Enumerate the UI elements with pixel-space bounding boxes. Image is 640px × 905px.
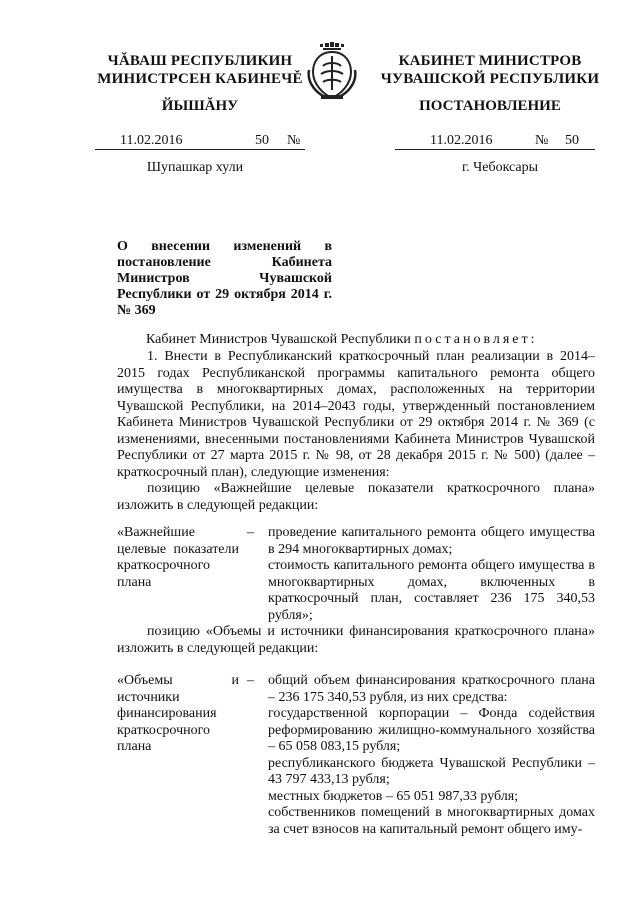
header-left-line2: МИНИСТРСЕН КАБИНЕЧĚ [97,71,303,87]
place-left: Шупашкар хули [146,160,244,175]
right-number: 50 [565,133,579,148]
table2-dash: – [247,673,254,688]
intro-prefix: Кабинет Министров Чувашской Республики [146,332,411,347]
left-date: 11.02.2016 [120,133,183,148]
header-right-org [375,52,605,88]
table1-right [268,525,595,624]
table1-dash: – [247,525,254,540]
left-number-line [95,133,305,150]
table2-left-label: «Объемы и источники финансирования краткосрочного плана [117,673,239,754]
header-right-line2: ЧУВАШСКОЙ РЕСПУБЛИКИ [380,71,600,87]
right-no-sign: № [535,133,549,148]
intro-paragraph [146,332,606,349]
table2-right-line: республиканского бюджета Чувашской Республики – 43 797 433,13 рубля; [268,755,595,787]
right-date: 11.02.2016 [430,133,493,148]
right-number-line [395,133,595,150]
paragraph-3: позицию «Объемы и источники финансирования краткосрочного плана» изложить в следующей редакции: [117,624,595,656]
table2-right-line: местных бюджетов – 65 051 987,33 рубля; [268,788,519,804]
table2-right-line: собственников помещений в многоквартирных домах за счет взносов на капитальный ремонт общего иму- [268,805,595,837]
header-right-doctype: ПОСТАНОВЛЕНИЕ [419,98,561,114]
paragraph-2: позицию «Важнейшие целевые показатели краткосрочного плана» изложить в следующей редакции: [117,481,595,513]
place-right: г. Чебоксары [461,160,539,175]
document-title: О внесении изменений в постановление Кабинета Министров Чувашской Республики от 29 октября 2014 г. № 369 [117,239,332,318]
left-no-sign: № [287,133,301,148]
table2-right [268,673,595,838]
table2-right-line: общий объем финансирования краткосрочного плана – 236 175 340,53 рубля, из них средства: [268,673,595,705]
intro-spaced: постановляет: [414,332,538,347]
table1-left-label: «Важнейшие целевые показатели краткосрочного плана [117,525,239,590]
table1-right-line: стоимость капитального ремонта общего имущества в многоквартирных домах, включенных в краткосрочный план, составляет 236 175 340,53 рубля»; [268,558,595,623]
header-left-doctype: ЙЫШĂНУ [161,98,239,114]
chuvash-coat-of-arms-icon [301,40,363,102]
paragraph-1: 1. Внести в Республиканский краткосрочный план реализации в 2014–2015 годах Республиканской программы капитального ремонта общего имущества в многоквартирных домах, расположенных на территории Чувашской Республики, на 2014–2043 годы, утвержденный постановлением Кабинета Министров Чувашской Республики от 29 октября 2014 г. № 369 (с изменениями, внесенными постановлениями Кабинета Министров Чувашской Республики от 27 марта 2015 г. № 98, от 28 декабря 2015 г. № 500) (далее – краткосрочный план), следующие изменения: [117,349,595,480]
header-right-line1: КАБИНЕТ МИНИСТРОВ [398,53,582,69]
header-left-org [95,52,305,88]
table2-right-line: государственной корпорации – Фонда содействия реформированию жилищно-коммунального хозяйства – 65 058 083,15 рубля; [268,706,595,754]
header-left-line1: ЧĂВАШ РЕСПУБЛИКИН [107,53,293,69]
table1-right-line: проведение капитального ремонта общего имущества в 294 многоквартирных домах; [268,525,595,557]
left-number: 50 [255,133,269,148]
